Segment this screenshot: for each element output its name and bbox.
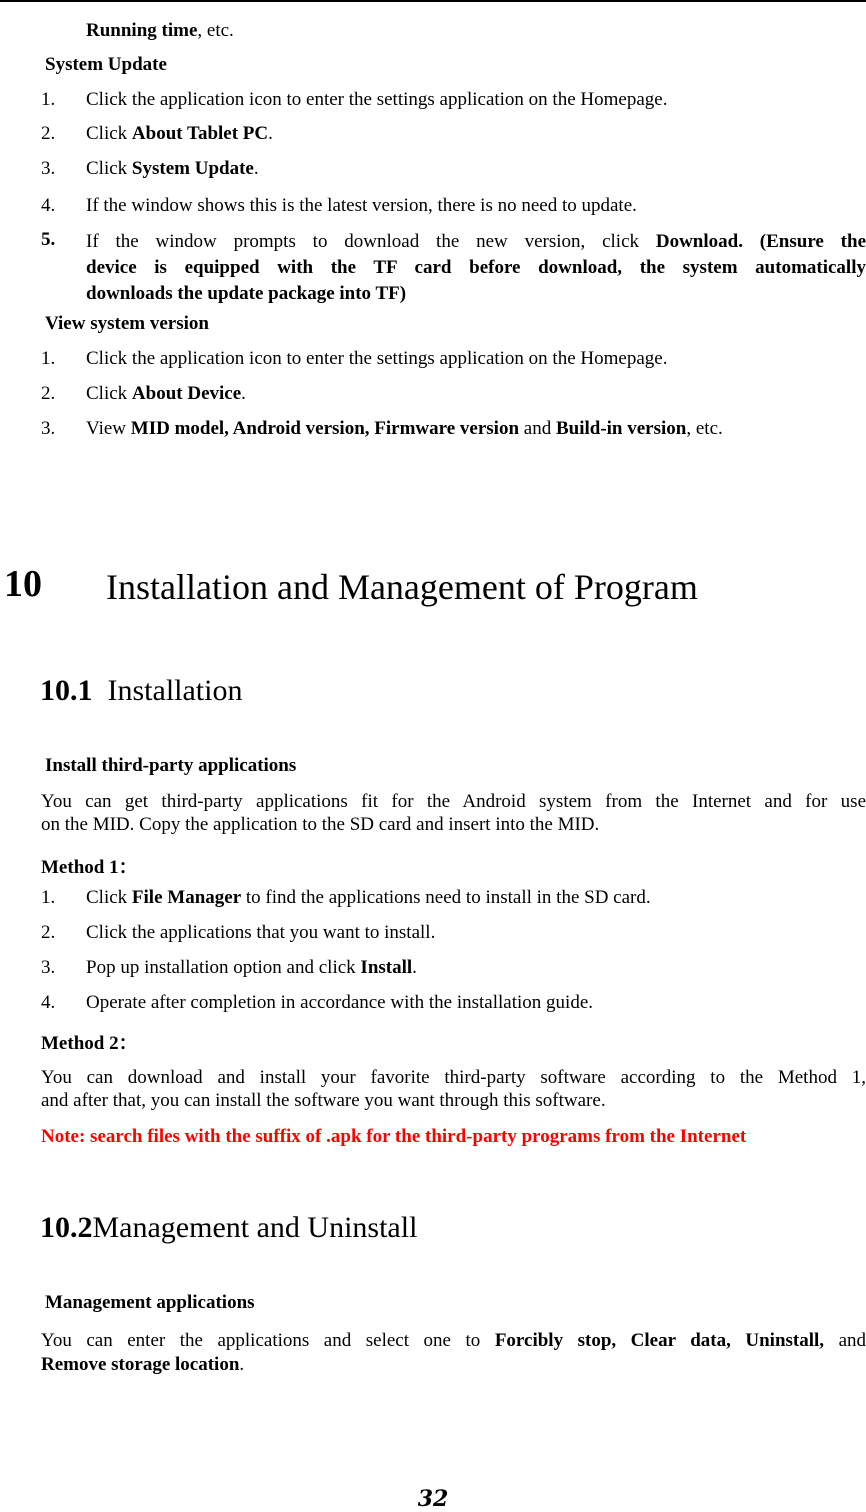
step-number: 2. [41, 922, 56, 943]
step-number: 3. [41, 418, 56, 439]
step-text: Operate after completion in accordance with the installation guide. [86, 992, 593, 1013]
manage-heading: Management applications [45, 1292, 255, 1313]
section-heading-10-2: 10.2Management and Uninstall [40, 1211, 418, 1244]
page-number: 32 [417, 1486, 449, 1512]
step-text: Click File Manager to find the applications need to install in the SD card. [86, 887, 651, 908]
step-text: Click the application icon to enter the settings application on the Homepage. [86, 89, 668, 110]
step-number: 2. [41, 123, 56, 144]
step-number: 4. [41, 195, 56, 216]
section-heading-10-1: 10.1 Installation [40, 674, 243, 707]
step-number: 2. [41, 383, 56, 404]
step-text: Click the application icon to enter the settings application on the Homepage. [86, 348, 668, 369]
step-text: If the window shows this is the latest version, there is no need to update. [86, 195, 637, 216]
method1-label: Method 1： [41, 857, 138, 878]
chapter-title: Installation and Management of Program [106, 567, 698, 607]
view-version-heading: View system version [45, 313, 209, 334]
step-text: Click About Tablet PC. [86, 123, 273, 144]
manage-paragraph: You can enter the applications and select one to Forcibly stop, Clear data, Uninstall, and Remove storage location. [41, 1330, 866, 1375]
step-text: If the window prompts to download the new version, click Download. (Ensure the device is equipped with the TF card before download, the system automatically downloads the update package into TF) [86, 231, 866, 304]
method2-label: Method 2： [41, 1033, 138, 1054]
step-text: Click About Device. [86, 383, 246, 404]
step-number: 1. [41, 89, 56, 110]
install-heading: Install third-party applications [45, 755, 297, 776]
method2-paragraph: You can download and install your favorite third-party software according to the Method 1, and after that, you can install the software you want through this software. [41, 1067, 866, 1111]
step-number: 3. [41, 158, 56, 179]
step-text: Click the applications that you want to install. [86, 922, 436, 943]
step-number: 1. [41, 887, 56, 908]
step-number: 1. [41, 348, 56, 369]
step-number: 3. [41, 957, 56, 978]
step-number: 5. [41, 229, 56, 250]
chapter-number: 10 [4, 563, 42, 605]
note-text: Note: search files with the suffix of .apk for the third-party programs from the Internet [41, 1126, 747, 1147]
step-text: View MID model, Android version, Firmware version and Build-in version, etc. [86, 418, 723, 439]
running-time-line: Running time, etc. [86, 20, 234, 41]
system-update-heading: System Update [45, 54, 167, 75]
install-paragraph: You can get third-party applications fit for the Android system from the Internet and for use on the MID. Copy the application to the SD card and insert into the MID. [41, 791, 866, 835]
step-number: 4. [41, 992, 56, 1013]
chapter-heading [4, 562, 698, 607]
top-rule [0, 0, 866, 2]
step-text: Click System Update. [86, 158, 259, 179]
step-text: Pop up installation option and click Install. [86, 957, 417, 978]
